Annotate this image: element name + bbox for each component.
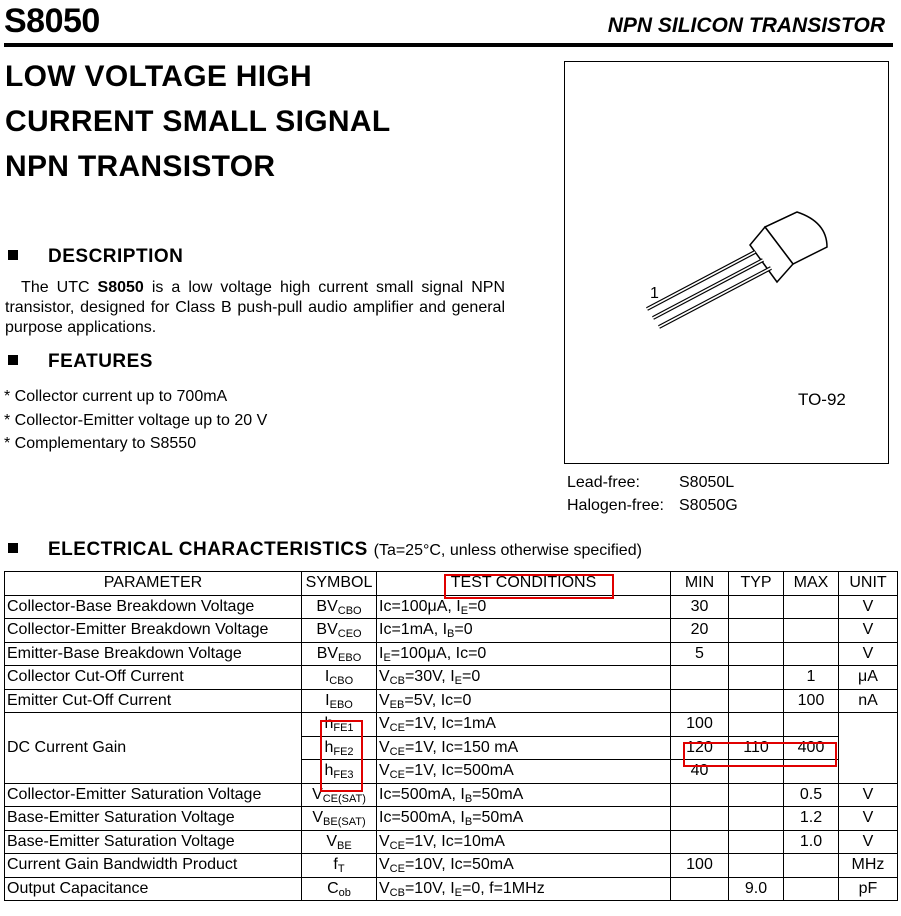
min-cell <box>671 783 729 807</box>
max-cell: 1.0 <box>784 830 839 854</box>
typ-cell <box>729 595 784 619</box>
max-cell: 400 <box>784 736 839 760</box>
feature-item: * Collector-Emitter voltage up to 20 V <box>4 412 268 429</box>
typ-cell <box>729 642 784 666</box>
column-header: PARAMETER <box>5 572 302 596</box>
unit-cell: V <box>839 807 898 831</box>
unit-cell: V <box>839 830 898 854</box>
max-cell: 100 <box>784 689 839 713</box>
conditions-cell: Ic=500mA, $I_B=50mA$ <box>377 783 671 807</box>
symbol-cell: $V_{BE(SAT)}$ <box>302 807 377 831</box>
parameter-cell: Collector-Emitter Breakdown Voltage <box>5 619 302 643</box>
electrical-characteristics-table <box>4 571 898 901</box>
min-cell <box>671 689 729 713</box>
feature-item: * Collector current up to 700mA <box>4 388 228 405</box>
min-cell: 5 <box>671 642 729 666</box>
title-line-2: CURRENT SMALL SIGNAL <box>5 105 391 138</box>
typ-cell <box>729 713 784 737</box>
conditions-cell: $V_{CE}=1V$, Ic=1mA <box>377 713 671 737</box>
min-cell: 20 <box>671 619 729 643</box>
table-row <box>5 854 898 878</box>
bullet-square-icon <box>8 543 18 553</box>
bullet-square-icon <box>8 355 18 365</box>
symbol-cell: $h_{FE3}$ <box>302 760 377 784</box>
max-cell <box>784 619 839 643</box>
parameter-cell: Emitter-Base Breakdown Voltage <box>5 642 302 666</box>
min-cell <box>671 666 729 690</box>
header-rule <box>4 43 893 47</box>
min-cell: 30 <box>671 595 729 619</box>
symbol-cell: $BV_{CBO}$ <box>302 595 377 619</box>
typ-cell: 9.0 <box>729 877 784 901</box>
min-cell <box>671 830 729 854</box>
symbol-cell: $h_{FE1}$ <box>302 713 377 737</box>
lead-free-line: Lead-free: S8050L <box>567 474 735 491</box>
max-cell <box>784 595 839 619</box>
conditions-cell: $V_{CB}=10V$, $I_E=0$, f=1MHz <box>377 877 671 901</box>
parameter-cell: Base-Emitter Saturation Voltage <box>5 830 302 854</box>
column-header: TYP <box>729 572 784 596</box>
symbol-cell: $V_{BE}$ <box>302 830 377 854</box>
unit-cell: μA <box>839 666 898 690</box>
min-cell <box>671 877 729 901</box>
symbol-cell: $I_{EBO}$ <box>302 689 377 713</box>
min-cell: 120 <box>671 736 729 760</box>
typ-cell <box>729 830 784 854</box>
symbol-cell: $C_{ob}$ <box>302 877 377 901</box>
parameter-cell: Collector-Emitter Saturation Voltage <box>5 783 302 807</box>
unit-cell: V <box>839 619 898 643</box>
symbol-cell: $BV_{EBO}$ <box>302 642 377 666</box>
max-cell <box>784 877 839 901</box>
conditions-cell: $V_{CE}=10V$, Ic=50mA <box>377 854 671 878</box>
table-row <box>5 666 898 690</box>
package-name: TO-92 <box>798 390 846 409</box>
conditions-cell: $V_{CE}=1V$, Ic=500mA <box>377 760 671 784</box>
bullet-square-icon <box>8 250 18 260</box>
max-cell <box>784 713 839 737</box>
typ-cell <box>729 689 784 713</box>
table-row <box>5 595 898 619</box>
conditions-cell: Ic=500mA, $I_B=50mA$ <box>377 807 671 831</box>
column-header: UNIT <box>839 572 898 596</box>
column-header: MIN <box>671 572 729 596</box>
max-cell <box>784 760 839 784</box>
max-cell: 1 <box>784 666 839 690</box>
part-number: S8050 <box>4 2 100 40</box>
conditions-cell: $V_{EB}=5V$, Ic=0 <box>377 689 671 713</box>
conditions-cell: $V_{CB}=30V$, $I_E=0$ <box>377 666 671 690</box>
features-heading: FEATURES <box>8 351 153 373</box>
unit-cell <box>839 713 898 784</box>
column-header: MAX <box>784 572 839 596</box>
description-text: The UTC S8050 is a low voltage high current small signal NPN transistor, designed for Class B push-pull audio amplifier and general purpose applications. <box>5 279 506 336</box>
unit-cell: V <box>839 783 898 807</box>
electrical-heading: ELECTRICAL CHARACTERISTICS (Ta=25°C, unless otherwise specified) <box>8 539 642 561</box>
halogen-free-line: Halogen-free: S8050G <box>567 497 738 514</box>
table-row <box>5 642 898 666</box>
min-cell: 40 <box>671 760 729 784</box>
typ-cell <box>729 783 784 807</box>
conditions-cell: $I_E=100\mu A$, Ic=0 <box>377 642 671 666</box>
title-line-3: NPN TRANSISTOR <box>5 150 276 183</box>
table-row <box>5 689 898 713</box>
column-header: SYMBOL <box>302 572 377 596</box>
conditions-cell: $V_{CE}=1V$, Ic=10mA <box>377 830 671 854</box>
conditions-cell: Ic=100μA, $I_E=0$ <box>377 595 671 619</box>
document-subtitle: NPN SILICON TRANSISTOR <box>607 14 885 37</box>
pin-1-label: 1 <box>650 285 659 302</box>
typ-cell <box>729 666 784 690</box>
parameter-cell: DC Current Gain <box>5 713 302 784</box>
table-row <box>5 713 898 737</box>
max-cell: 0.5 <box>784 783 839 807</box>
parameter-cell: Output Capacitance <box>5 877 302 901</box>
min-cell: 100 <box>671 713 729 737</box>
min-cell: 100 <box>671 854 729 878</box>
column-header: TEST CONDITIONS <box>377 572 671 596</box>
parameter-cell: Base-Emitter Saturation Voltage <box>5 807 302 831</box>
table-row <box>5 830 898 854</box>
symbol-cell: $h_{FE2}$ <box>302 736 377 760</box>
parameter-cell: Current Gain Bandwidth Product <box>5 854 302 878</box>
description-heading: DESCRIPTION <box>8 246 183 268</box>
symbol-cell: $f_T$ <box>302 854 377 878</box>
parameter-cell: Collector-Base Breakdown Voltage <box>5 595 302 619</box>
symbol-cell: $I_{CBO}$ <box>302 666 377 690</box>
feature-item: * Complementary to S8550 <box>4 435 197 452</box>
conditions-cell: $V_{CE}=1V$, Ic=150 mA <box>377 736 671 760</box>
min-cell <box>671 807 729 831</box>
table-row <box>5 807 898 831</box>
unit-cell: MHz <box>839 854 898 878</box>
table-row <box>5 783 898 807</box>
max-cell: 1.2 <box>784 807 839 831</box>
unit-cell: V <box>839 642 898 666</box>
parameter-cell: Emitter Cut-Off Current <box>5 689 302 713</box>
max-cell <box>784 642 839 666</box>
typ-cell <box>729 760 784 784</box>
typ-cell: 110 <box>729 736 784 760</box>
unit-cell: nA <box>839 689 898 713</box>
typ-cell <box>729 854 784 878</box>
typ-cell <box>729 619 784 643</box>
unit-cell: V <box>839 595 898 619</box>
parameter-cell: Collector Cut-Off Current <box>5 666 302 690</box>
table-row <box>5 619 898 643</box>
table-row <box>5 877 898 901</box>
conditions-cell: Ic=1mA, $I_B=0$ <box>377 619 671 643</box>
title-line-1: LOW VOLTAGE HIGH <box>5 60 312 93</box>
unit-cell: pF <box>839 877 898 901</box>
symbol-cell: $V_{CE(SAT)}$ <box>302 783 377 807</box>
table-header-row <box>5 572 898 596</box>
symbol-cell: $BV_{CEO}$ <box>302 619 377 643</box>
typ-cell <box>729 807 784 831</box>
max-cell <box>784 854 839 878</box>
